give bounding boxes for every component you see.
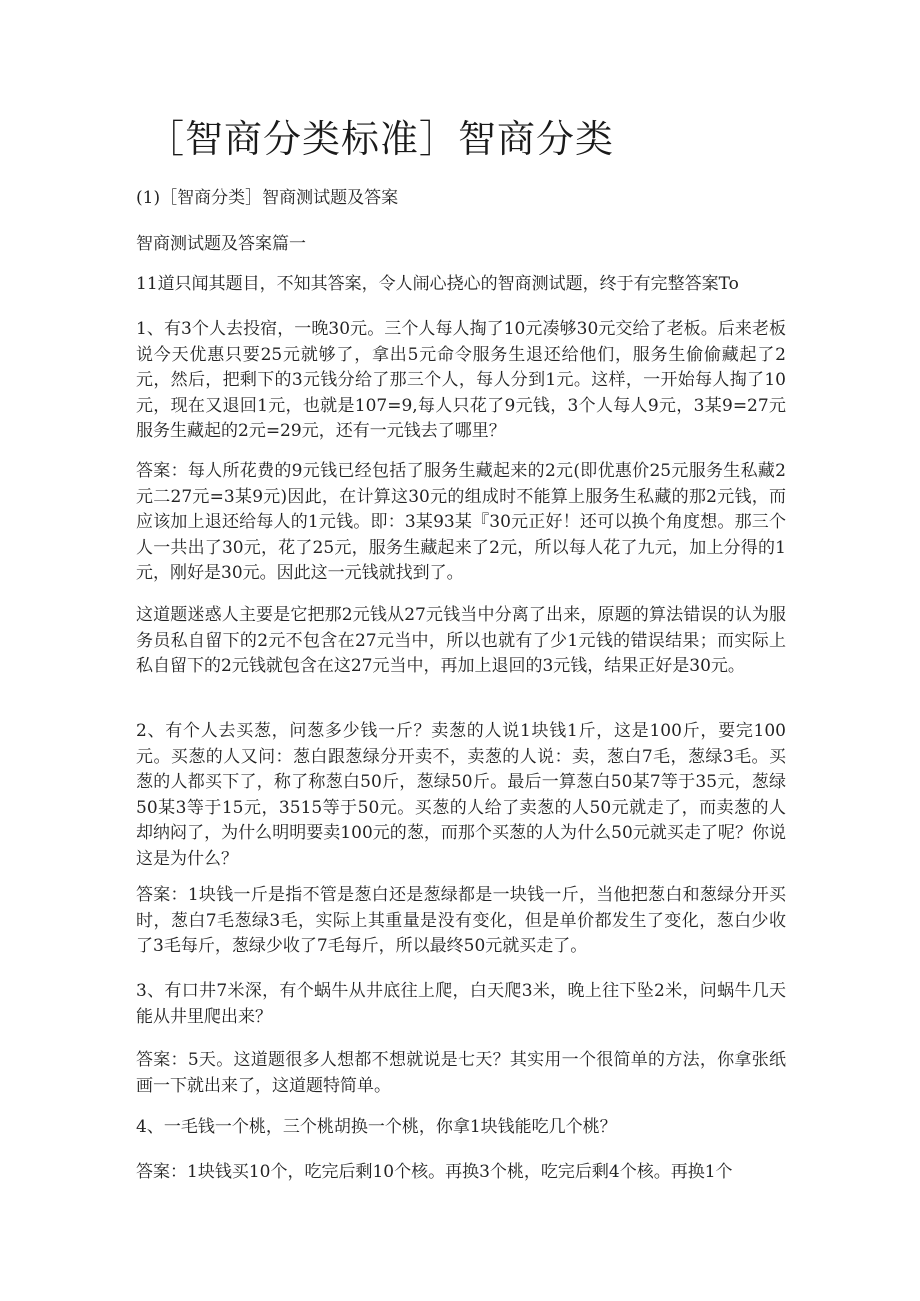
document-subtitle: (1)［智商分类］智商测试题及答案 (136, 188, 399, 208)
answer-2: 答案：1块钱一斤是指不管是葱白还是葱绿都是一块钱一斤，当他把葱白和葱绿分开买时，葱白7毛葱绿3毛，实际上其重量是没有变化，但是单价都发生了变化，葱白少收了3毛每斤，葱绿少收了7毛每斤，所以最终50元就买走了。 (136, 885, 786, 957)
explanation-1: 这道题迷惑人主要是它把那2元钱从27元钱当中分离了出来，原题的算法错误的认为服务员私自留下的2元不包含在27元当中，所以也就有了少1元钱的错误结果；而实际上私自留下的2元钱就包含在这27元当中，再加上退回的3元钱，结果正好是30元。 (136, 605, 786, 677)
answer-3: 答案：5天。这道题很多人想都不想就说是七天？其实用一个很简单的方法，你拿张纸画一下就出来了，这道题特简单。 (136, 1050, 786, 1096)
question-2: 2、有个人去买葱，问葱多少钱一斤？卖葱的人说1块钱1斤，这是100斤，要完100元。买葱的人又问：葱白跟葱绿分开卖不，卖葱的人说：卖，葱白7毛，葱绿3毛。买葱的人都买下了，称了称葱白50斤，葱绿50斤。最后一算葱白50某7等于35元，葱绿50某3等于15元，3515等于50元。买葱的人给了卖葱的人50元就走了，而卖葱的人却纳闷了，为什么明明要卖100元的葱，而那个买葱的人为什么50元就买走了呢？你说这是为什么？ (136, 721, 786, 869)
answer-4: 答案：1块钱买10个，吃完后剩10个核。再换3个桃，吃完后剩4个核。再换1个 (136, 1162, 733, 1182)
section-heading: 智商测试题及答案篇一 (136, 234, 306, 254)
question-1: 1、有3个人去投宿，一晚30元。三个人每人掏了10元凑够30元交给了老板。后来老板说今天优惠只要25元就够了，拿出5元命令服务生退还给他们，服务生偷偷藏起了2元，然后，把剩下的3元钱分给了那三个人，每人分到1元。这样，一开始每人掏了10元，现在又退回1元，也就是107=9,每人只花了9元钱，3个人每人9元，3某9=27元服务生藏起的2元=29元，还有一元钱去了哪里？ (136, 319, 786, 442)
document-title: ［智商分类标准］智商分类 (146, 117, 615, 161)
question-4: 4、一毛钱一个桃，三个桃胡换一个桃，你拿1块钱能吃几个桃？ (136, 1117, 617, 1137)
question-3: 3、有口井7米深，有个蜗牛从井底往上爬，白天爬3米，晚上往下坠2米，问蜗牛几天能从井里爬出来？ (136, 981, 786, 1027)
answer-1: 答案：每人所花费的9元钱已经包括了服务生藏起来的2元(即优惠价25元服务生私藏2元二27元=3某9元)因此，在计算这30元的组成时不能算上服务生私藏的那2元钱，而应该加上退还给每人的1元钱。即：3某93某『30元正好！还可以换个角度想。那三个人一共出了30元，花了25元，服务生藏起来了2元，所以每人花了九元，加上分得的1元，刚好是30元。因此这一元钱就找到了。 (136, 461, 786, 584)
intro-paragraph: 11道只闻其题目，不知其答案，令人闹心挠心的智商测试题，终于有完整答案To (136, 274, 739, 294)
